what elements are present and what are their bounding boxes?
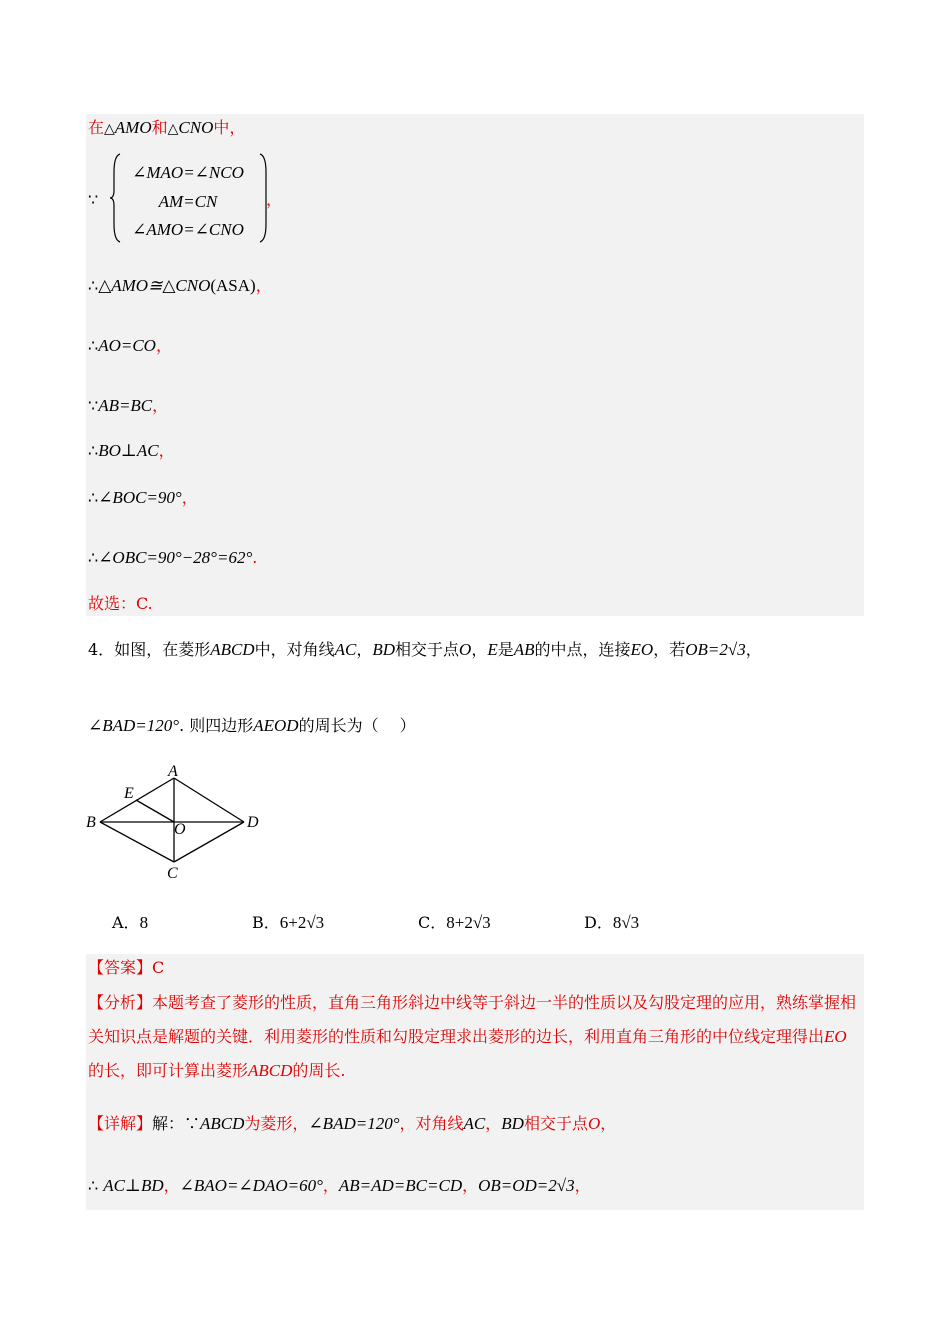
option-b[interactable]: B．6+2√3 bbox=[252, 913, 325, 932]
label-d: D bbox=[247, 814, 259, 831]
label-e: E bbox=[124, 785, 134, 802]
option-d[interactable]: D．8√3 bbox=[584, 913, 640, 932]
label-o: O bbox=[174, 821, 186, 838]
proof-line-1: ∴△AMO≅△CNO(ASA)， bbox=[88, 276, 272, 295]
system-row-2: AM=CN bbox=[158, 192, 218, 211]
side-ad bbox=[174, 778, 244, 822]
choice-line: 故选：C. bbox=[88, 594, 153, 613]
label-c: C bbox=[167, 865, 178, 882]
question-4-line-2: ∠BAD=120°. 则四边形AEOD的周长为（ ） bbox=[88, 716, 416, 735]
label-b: B bbox=[86, 814, 96, 831]
question-4-line-1: 4．如图，在菱形ABCD中，对角线AC，BD相交于点O，E是AB的中点，连接EO，若OB=2√3， bbox=[88, 640, 762, 659]
rhombus-figure bbox=[84, 760, 264, 884]
solution-intro: 在△AMO和△CNO中， bbox=[88, 118, 246, 137]
option-a[interactable]: A．8 bbox=[112, 913, 149, 932]
proof-line-2: ∴AO=CO， bbox=[88, 336, 172, 355]
because-symbol: ∵ bbox=[88, 190, 99, 209]
detail-line-2: ∴ AC⊥BD，∠BAO=∠DAO=60°，AB=AD=BC=CD，OB=OD=2√3， bbox=[88, 1176, 591, 1195]
proof-line-4: ∴BO⊥AC， bbox=[88, 441, 175, 460]
segment-eo bbox=[136, 800, 174, 822]
system-comma: ， bbox=[266, 190, 283, 209]
proof-line-5: ∴∠BOC=90°， bbox=[88, 488, 198, 507]
answer-line: 【答案】C bbox=[88, 958, 165, 977]
side-cb bbox=[100, 822, 174, 862]
system-row-3: ∠AMO=∠CNO bbox=[132, 220, 244, 239]
proof-line-6: ∴∠OBC=90°−28°=62°. bbox=[88, 548, 258, 567]
option-c[interactable]: C．8+2√3 bbox=[418, 913, 491, 932]
system-row-1: ∠MAO=∠NCO bbox=[132, 163, 244, 182]
detail-line-1: 【详解】解：∵ABCD为菱形，∠BAD=120°，对角线AC，BD相交于点O， bbox=[88, 1114, 617, 1133]
analysis-paragraph: 【分析】本题考查了菱形的性质，直角三角形斜边中线等于斜边一半的性质以及勾股定理的应用，熟练掌握相关知识点是解题的关键．利用菱形的性质和勾股定理求出菱形的边长，利用直角三角形的中位线定理得出EO的长，即可计算出菱形ABCD的周长. bbox=[88, 993, 857, 1080]
proof-line-3: ∵AB=BC， bbox=[88, 396, 169, 415]
label-a: A bbox=[168, 763, 178, 780]
